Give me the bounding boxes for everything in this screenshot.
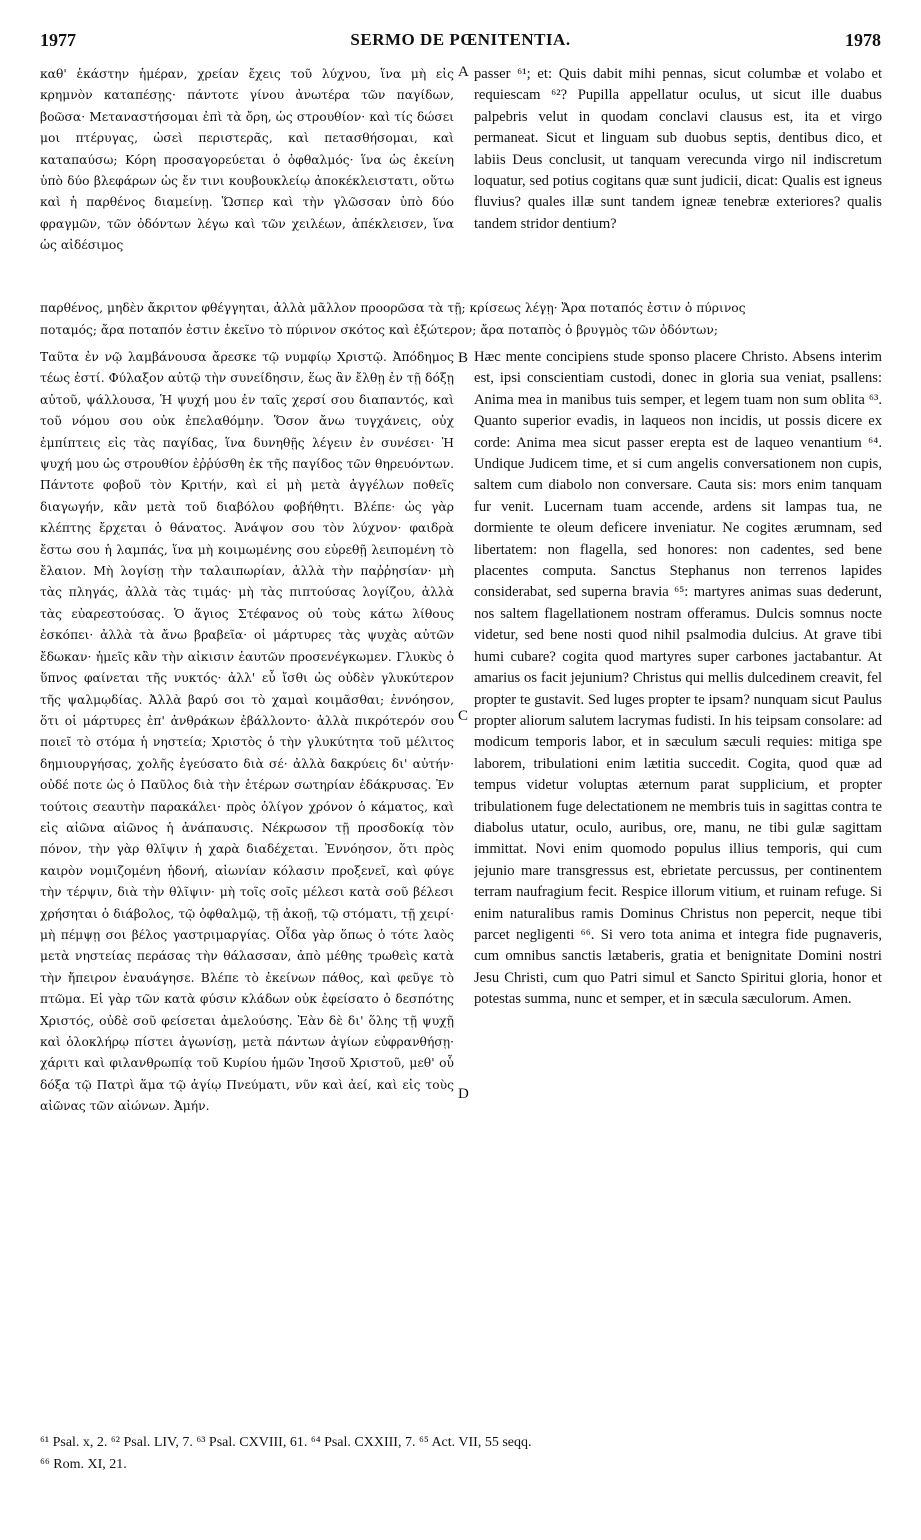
running-header (40, 30, 881, 56)
latin-text-2: Hæc mente concipiens stude sponso placere Christo. Absens interim est, ipsi conscientiam custodi, donec in gloria sua veniat, psallens: Anima mea in manibus tuis semper, et legem tuam non sum oblita ⁶³. Quanto superior evadis, in laqueos non incidis, ut possis dicere ex corde: Anima mea sicut passer erepta est de laqueo venantium ⁶⁴. Undique Judicem time, et si cum angelis conversationem non cupis, saltem cum diabolo non conversare. Cauta sis: mors enim tanquam fur venit. Lucernam tuam accende, ardens sit lampas tua, ne dormiente te oleum deficere inveniatur. Ne cogites ærumnam, sed libertatem: non flagella, sed honores: non cadentes, sed bene placentes computa. Sanctus Stephanus non terrenos lapides considerabat, sed superna bravia ⁶⁵: martyres animas suas dederunt, nos saltem flagellationem nostram offeramus. Dulcis somnus noctе videtur, sed bene nosti quod nihil psalmodia dulcius. At grave tibi humi cubare? cogita quod martyres super carbones jactabantur. At amarius os facit jejunium? Christus qui mellis dulcedinem creavit, fel propter te gustavit. Sed luges propter te ipsam? nunquam sicut Paulus propter aliorum salutem lacrymas fudisti. In his teipsam consolare: ad modicum temporis labor, et in sæculum sæculi requies: mitiga spe laborem, tribulationi enim lætitia succedit. Cogita, quod quæ ad tempus videtur voluptas æternum parat supplicium, et propter tribulationem fuge delectationem ne membris tuis in sagittas contra te diabolus utatur, oculo, auribus, ore, manu, ne tibi gulæ sagittam immittat. Novi enim quomodo populus illius temporis, qui cum jejunio mare transgressus est, ebrietate percussus, per continentem terram naufragium fecit. Respice illorum vitium, et ruinam refuge. Si enim naturalibus ramis Dominus Christus non pepercit, neque tibi parcet negligenti ⁶⁶. Si vero tota anima et integra fide pugnaveris, cum omnibus sanctis lætaberis, gratia et benignitate Domini nostri Jesu Christi, cum quo Patri simul et Sancto Spiritui gloria, honor et potestas summa, nunc et semper, et in sæcula sæculorum. Amen. (474, 349, 882, 1008)
spanning-line-1: παρθένος, μηδὲν ἄκριτον φθέγγηται, ἀλλὰ μᾶλλον προορῶσα τὰ τῇ; κρίσεως λέγῃ· Ἄρα ποταπός ἐστιν ὁ πύρινος (40, 301, 746, 315)
latin-text-1: passer ⁶¹; et: Quis dabit mihi pennas, sicut columbæ et volabo et requiescam ⁶²? Pupilla appellatur oculus, ut sicut ille duabus palpebris velut in quodam conclavi clausus est, ita et virgo permaneat. Sicut et linguam sub duobus septis, dentibus dico, et labiis Deus conclusit, ut tanquam verecunda virgo nil indiscretum loquatur, sed potius cogitans quæ sunt judicii, dicat: Qualis est igneus fluvius? quales illæ sunt tandem igneæ tenebræ exteriores? qualis tandem stridor dentium? (474, 66, 882, 232)
greek-text-1: καθ' ἑκάστην ἡμέραν, χρείαν ἔχεις τοῦ λύχνου, ἵνα μὴ εἰς κρημνὸν καταπέσῃς· πάντοτε γίνου ἀνωτέρα τῶν παγίδων, βοῶσα· Μεταναστήσομαι ἐπὶ τὰ ὄρη, ὡς στρουθίον· καὶ τίς δώσει μοι πτέρυγας, ὡσεὶ περιστερᾶς, καὶ πετασθήσομαι, καὶ καταπαύσω; Κόρη προσαγορεύεται ὁ ὀφθαλμός· ἵνα ὡς ἐκείνη ὑπὸ δύο βλεφάρων ὡς ἔν τινι κουβουκλείῳ ἀποκέκλειστατι, οὕτω καὶ ἡ παρθένος διαμείνῃ. Ὥσπερ καὶ τὴν γλῶσσαν ὑπὸ δύο φραγμῶν, τῶν ὀδόντων λέγω καὶ τῶν χειλέων, ἀπέκλεισεν, ἵνα ὡς αἰδέσιμος (40, 67, 454, 253)
greek-text-2: Ταῦτα ἐν νῷ λαμβάνουσα ἄρεσκε τῷ νυμφίῳ Χριστῷ. Ἀπόδημος τέως ἐστί. Φύλαξον αὐτῷ τὴν συνείδησιν, ἕως ἂν ἔλθῃ ἐν τῇ δόξῃ αὐτοῦ, ψάλλουσα, Ἡ ψυχή μου ἐν ταῖς χερσί σου διαπαντός, καὶ τοῦ νόμου σου οὐκ ἐπελαθόμην. Ὅσον ἄνω τυγχάνεις, οὐχ ἐμπίπτεις εἰς τὰς παγίδας, ἵνα δυνηθῇς λέγειν ἐν συνέσει· Ἡ ψυχή μου ὡς στρουθίον ἐῤῥύσθη ἐκ τῆς παγίδος τῶν θηρευόντων. Πάντοτε φοβοῦ τὸν Κριτήν, καὶ εἰ μὴ μετὰ ἀγγέλων ποθεῖς διαγωγήν, κἂν μετὰ τοῦ διαβόλου φοβήθητι. Βλέπε· ὡς γὰρ κλέπτης ἔρχεται ὁ θάνατος. Ἀνάψον σου τὸν λύχνον· φαιδρὰ ἔστω σου ἡ λαμπάς, ἵνα μὴ κοιμωμένης σου εὑρεθῇ λειπομένη τὸ ἔλαιον. Μὴ λογίσῃ τὴν ταλαιπωρίαν, ἀλλὰ τὴν παῤῥησίαν· μὴ τὰς πληγάς, ἀλλὰ τὰς τιμάς· μὴ τὰς πιπτούσας λογίζου, ἀλλὰ τὰς εὐαρεστούσας. Ὁ ἅγιος Στέφανος οὐ τοὺς κάτω λίθους ἐσκόπει· ἀλλὰ τὰ ἄνω βραβεῖα· οἱ μάρτυρες τὰς ψυχὰς αὐτῶν ἔδωκαν· ἡμεῖς κἂν τὴν αἰκισιν ἑαυτῶν προσενέγκωμεν. Γλυκὺς ὁ ὕπνος φαίνεται τῆς νυκτός· ἀλλ' εὖ ἴσθι ὡς οὐδὲν γλυκύτερον τῆς ψαλμῳδίας. Ἀλλὰ βαρύ σοι τὸ χαμαὶ κοιμᾶσθαι; ἐννόησον, ὅτι οἱ μάρτυρες ἐπ' ἀνθράκων ἐβάλλοντο· ἀλλὰ πικρότερόν σου ποιεῖ τὸ στόμα ἡ νηστεία; Χριστὸς ὁ τὴν γλυκύτητα τοῦ μέλιτος δημιουργήσας, χολῆς ἐγεύσατο διὰ σέ· ἀλλὰ δακρύεις δι' αὐτήν· οὐδέ ποτε ὡς ὁ Παῦλος διὰ τὴν ἑτέρων σωτηρίαν ἐδάκρυσας. Ἐν τούτοις σεαυτὴν παρακάλει· πρὸς ὀλίγον χρόνον ὁ κάματος, καὶ εἰς αἰῶνα αἰῶνος ἡ ἀνάπαυσις. Νέκρωσον τῇ προσδοκίᾳ τὸν πόνον, τὴν γὰρ θλῖψιν ἡ χαρὰ διαδέχεται. Ἐννόησον, ὅτι πρὸς καιρὸν νομιζομένη ἡδονή, αἰωνίαν κόλασιν προξενεῖ, καὶ φύγε τὴν τέρψιν, διὰ τὴν θλῖψιν· μὴ τοῖς σοῖς μέλεσι κατὰ σοῦ βέλεσι χρήσηται ὁ διάβολος, τῷ ὀφθαλμῷ, τῇ ἀκοῇ, τῷ στόματι, τῇ χειρί· μὴ πέμψῃ σοι βέλος γαστριμαργίας. Οἶδα γὰρ ὅπως ὁ τότε λαὸς μετὰ νηστείας περάσας τὴν θάλασσαν, ἀπὸ μέθης τρωθεὶς κατὰ τὴν ἤπειρον ἐναυάγησε. Βλέπε τὸ ἐκείνων πάθος, καὶ φεῦγε τὸ πτῶμα. Εἰ γὰρ τῶν κατὰ φύσιν κλάδων οὐκ ἐφείσατο ὁ δεσπότης Χριστός, οὐδὲ σοῦ φείσεται ἀμελούσης. Ἐὰν δὲ δι' ὅλης τῇ ψυχῇ καὶ ὁλοκλήρῳ πίστει ἀγωνίσῃ, μετὰ πάντων ἁγίων εὐφρανθήσῃ· χάριτι καὶ φιλανθρωπίᾳ τοῦ Κυρίου ἡμῶν Ἰησοῦ Χριστοῦ, μεθ' οὗ δόξα τῷ Πατρὶ ἅμα τῷ ἁγίῳ Πνεύματι, νῦν καὶ ἀεί, καὶ εἰς τοὺς αἰῶνας τῶν αἰώνων. Ἀμήν. (40, 350, 454, 1114)
margin-letter-b: B (458, 350, 469, 366)
margin-letter-a: A (458, 64, 469, 80)
footnote-line-1: ⁶¹ Psal. x, 2. ⁶² Psal. LIV, 7. ⁶³ Psal. CXVIII, 61. ⁶⁴ Psal. CXXIII, 7. ⁶⁵ Act. VII, 55 seqq. (40, 1435, 532, 1450)
column-number-left: 1977 (40, 30, 76, 50)
column-number-right: 1978 (845, 30, 881, 50)
page-title: SERMO DE PŒNITENTIA. (350, 30, 571, 49)
latin-paragraph-1 (474, 64, 882, 295)
margin-letter-c: C (458, 708, 469, 724)
latin-paragraph-2 (474, 347, 882, 1410)
spanning-line-2: ποταμός; ἄρα ποταπόν ἐστιν ἐκεῖνο τὸ πύρινον σκότος καὶ ἐξώτερον; ἄρα ποταπὸς ὁ βρυγμὸς τῶν ὀδόντων; (40, 323, 718, 337)
greek-paragraph-2 (40, 347, 454, 1410)
footnotes (40, 1432, 882, 1476)
margin-letter-d: D (458, 1086, 469, 1102)
footnote-line-2: ⁶⁶ Rom. XI, 21. (40, 1457, 127, 1472)
greek-paragraph-1 (40, 64, 454, 295)
